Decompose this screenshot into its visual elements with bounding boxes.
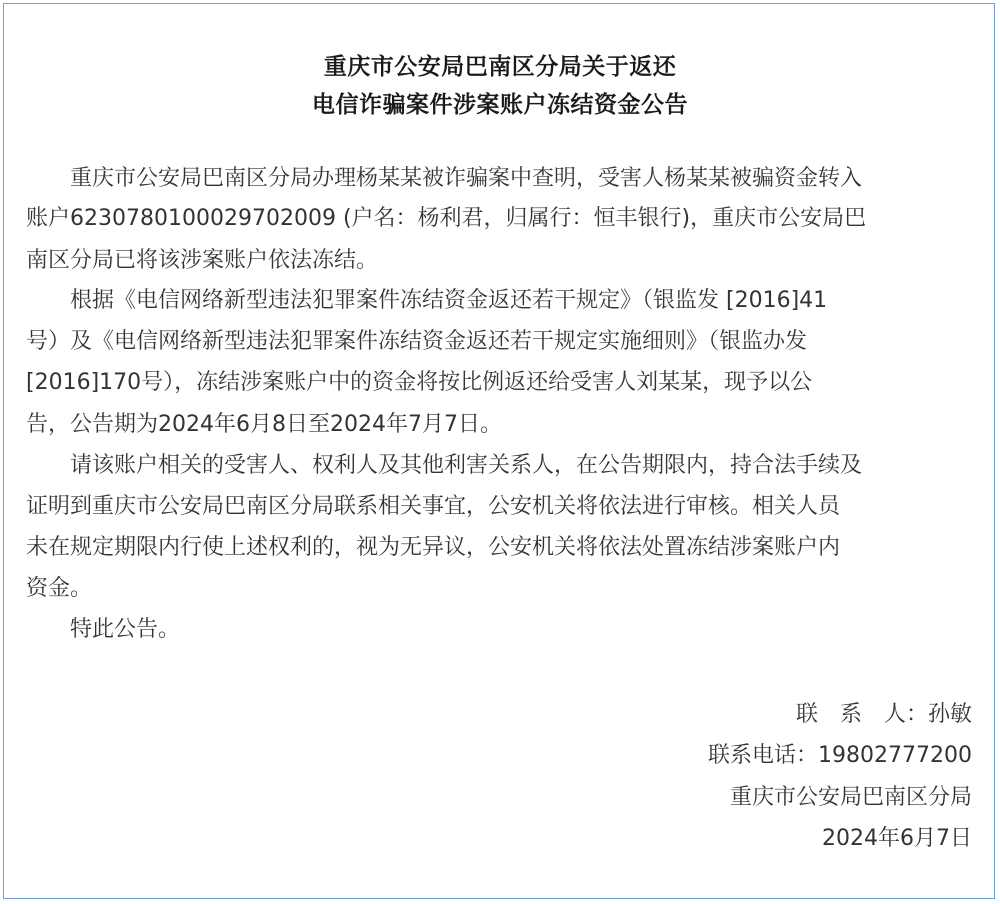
body-line-10: 未在规定期限内行使上述权利的，视为无异议，公安机关将依法处置冻结涉案账户内 [26,535,841,560]
body-line-2: 账户6230780100029702009 (户名：杨利君，归属行：恒丰银行)，重庆市公安局巴 [26,206,867,231]
body-line-7: 告，公告期为2024年6月8日至2024年7月7日。 [26,412,502,437]
body-line-5: 号）及《电信网络新型违法犯罪案件冻结资金返还若干规定实施细则》（银监办发 [26,329,808,354]
body-line-4: 根据《电信网络新型违法犯罪案件冻结资金返还若干规定》（银监发 [2016]41 [70,288,828,313]
document-title-line-2: 电信诈骗案件涉案账户冻结资金公告 [312,92,688,118]
document-title-line-1: 重庆市公安局巴南区分局关于返还 [323,54,677,80]
issuing-organization: 重庆市公安局巴南区分局 [729,785,972,810]
body-line-1: 重庆市公安局巴南区分局办理杨某某被诈骗案中查明，受害人杨某某被骗资金转入 [70,166,863,191]
issue-date: 2024年6月7日 [822,826,972,851]
closing-line: 特此公告。 [70,617,181,642]
body-line-3: 南区分局已将该涉案账户依法冻结。 [26,248,379,273]
body-line-8: 请该账户相关的受害人、权利人及其他利害关系人，在公告期限内，持合法手续及 [70,453,863,478]
contact-phone: 联系电话：19802777200 [708,743,972,768]
body-line-11: 资金。 [26,576,93,601]
body-line-9: 证明到重庆市公安局巴南区分局联系相关事宜，公安机关将依法进行审核。相关人员 [26,494,841,519]
body-line-6: [2016]170号），冻结涉案账户中的资金将按比例返还给受害人刘某某，现予以公 [26,370,813,395]
contact-person: 联 系 人：孙敏 [795,702,972,727]
